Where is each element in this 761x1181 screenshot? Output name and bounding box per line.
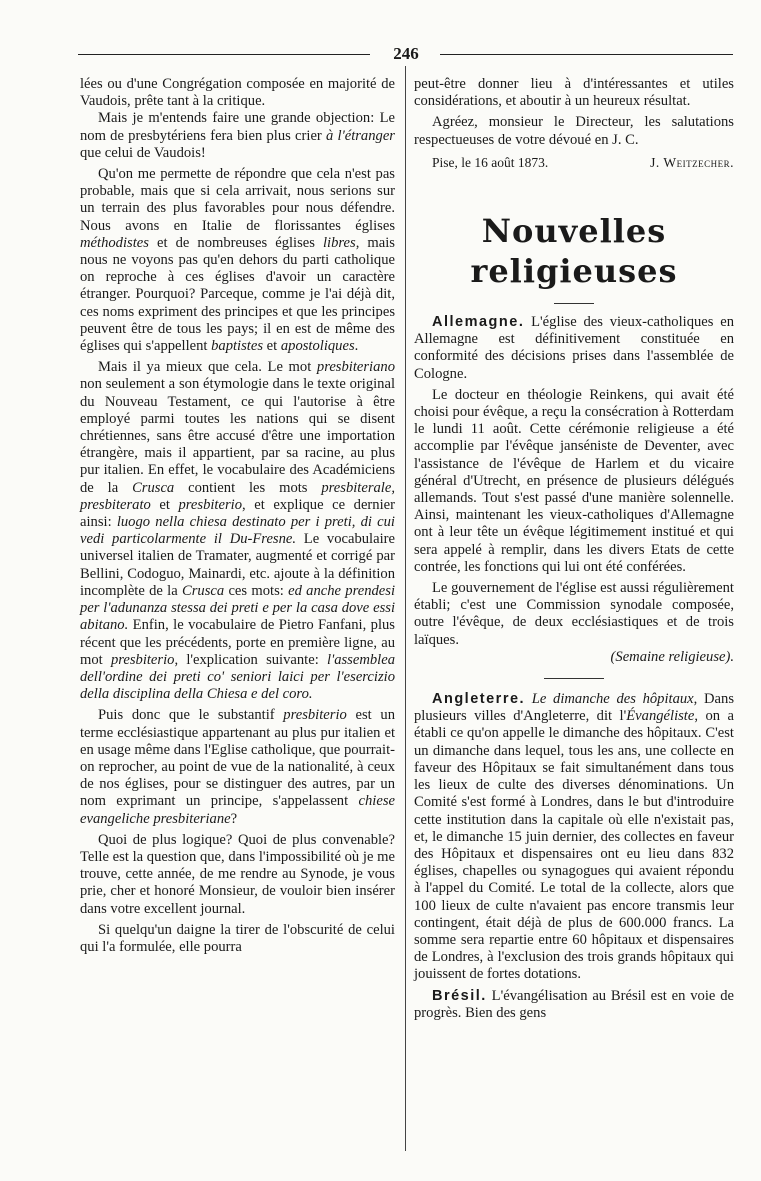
column-divider [405, 66, 406, 1151]
paragraph-reply: Qu'on me permette de répondre que cela n'est pas probable, mais que si cela arrivait, nous serions sur un terrain des plus favorables pour nous défendre. Nous avons en Italie de florissantes églises méthodistes et de nombreuses églises libres, mais nous ne voyons pas qu'en dehors du parti catholique on reproche à ces églises d'avoir un caractère étranger. Pourquoi? Parceque, comme je l'ai déjà dit, ces noms expriment des principes et que les principes peuvent être de tous les pays; il en est de même des églises qui s'appellent baptistes et apostoliques. [80, 166, 395, 355]
place-date: Pise, le 16 août 1873. [432, 154, 549, 170]
news-allemagne-reinkens: Le docteur en théologie Reinkens, qui avait été choisi pour évêque, a reçu la consécration à Rotterdam le lundi 11 août. Cette cérémonie religieuse a été accomplie par l'évêque janséniste de Deventer, avec l'assistance de l'évêque de Harlem et du vicaire général d'Utrecht, en présence de plusieurs délégués allemands. Tout s'est passé d'une manière solennelle. Ainsi, maintenant les vieux-catholiques d'Allemagne ont à leur tête un évêque légitimement institué et qui sera appelé à remplir, dans les divers Etats de cette contrée, les fonctions qui lui ont été conférées. [414, 386, 734, 575]
paragraph-substantive: Puis donc que le substantif presbiterio est un terme ecclésiastique appartenant au plus pur italien et en usage même dans l'Eglise catholique, que pourrait-on reprocher, au point de vue de la nationalité, à ceux de nos églises, pour se distinguer des autres, par un nom exprimant un principe, s'appelassent chiese evangeliche presbiteriane? [80, 707, 395, 827]
news-allemagne-government: Le gouvernement de l'église est aussi régulièrement établi; c'est une Commission synodale composée, outre l'évêque, de deux ecclésiastiques et de trois laïques. [414, 580, 734, 648]
page-header [78, 44, 733, 64]
news-bresil: Brésil. L'évangélisation au Brésil est en voie de progrès. Bien des gens [414, 987, 734, 1021]
paragraph-continuation: lées ou d'une Congrégation composée en majorité de Vaudois, prête tant à la critique. [80, 76, 395, 110]
paragraph-objection: Mais je m'entends faire une grande objection: Le nom de presbytériens fera bien plus crier à l'étranger que celui de Vaudois! [80, 110, 395, 161]
paragraph-logic: Quoi de plus logique? Quoi de plus convenable? Telle est la question que, dans l'impossibilité où je me trouve, cette année, de me rendre au Synode, je vous prie, cher et honoré Monsieur, de vouloir bien insérer dans votre excellent journal. [80, 831, 395, 917]
page-number: 246 [393, 44, 419, 63]
paragraph-closing: Si quelqu'un daigne la tirer de l'obscurité de celui qui l'a formulée, elle pourra [80, 921, 395, 955]
keyword-bresil: Brésil. [432, 987, 487, 1004]
header-rule-left [78, 54, 370, 55]
source-citation: (Semaine religieuse). [610, 648, 734, 665]
signature-line [414, 154, 734, 171]
keyword-allemagne: Allemagne. [432, 314, 525, 331]
news-separator [544, 678, 604, 679]
section-title: Nouvelles religieuses [470, 212, 678, 291]
keyword-angleterre: Angleterre. [432, 691, 526, 708]
paragraph-salutation: Agréez, monsieur le Directeur, les salutations respectueuses de votre dévoué en J. C. [414, 114, 734, 148]
news-angleterre: Angleterre. Le dimanche des hôpitaux, Dans plusieurs villes d'Angleterre, dit l'Évangéliste, on a établi ce qu'on appelle le dimanche des hôpitaux. C'est un dimanche dans lequel, tous les ans, une collecte en faveur des Hôpitaux se fait simultanément dans tous les lieux de culte des diverses dénominations. Un Comité s'est formé à Londres, dans le but d'introduire cette institution dans la capitale où elle n'existait pas, et, le dimanche 15 juin dernier, des collectes en faveur des Hôpitaux et dispensaires ont eu lieu dans 832 églises, chapelles ou synagogues qui avaient répondu à l'appel du Comité. Le total de la collecte, alors que 100 lieux de culte n'avaient pas encore transmis leur contingent, était déjà de plus de 600.000 francs. La somme sera repartie entre 60 hôpitaux et dispensaires de Londres, à l'exclusion des trois grands hôpitaux qui jouissent de fortes dotations. [414, 691, 734, 983]
right-column [414, 76, 734, 1022]
header-rule-right [440, 54, 733, 55]
left-column [80, 76, 395, 956]
paragraph-etymology: Mais il ya mieux que cela. Le mot presbiteriano non seulement a son étymologie dans le texte original du Nouveau Testament, ce qui l'autorise à être employé parmi toutes les nations qui se disent chrétiennes, sans être accusé d'être une importation étrangère, mais il appartient, par sa racine, au plus pur italien. En effet, le vocabulaire des Académiciens de la Crusca contient les mots presbiterale, presbiterato et presbiterio, et explique ce dernier ainsi: luogo nella chiesa destinato per i preti, di cui vedi particolarmente il Du-Fresne. Le vocabulaire universel italien de Tramater, augmenté et corrigé par Bellini, Codoguo, Mainardi, etc. ajoute à la définition incomplète de la Crusca ces mots: ed anche prendesi per l'adunanza stessa dei preti e per la casa dove essi abitano. Enfin, le vocabulaire de Pietro Fanfani, plus récent que les précédents, porte en première ligne, au mot presbiterio, l'explication suivante: l'assemblea dell'ordine dei preti co' seniori laici per l'esercizio della disciplina della Chiesa e del coro. [80, 359, 395, 703]
news-allemagne: Allemagne. L'église des vieux-catholiques en Allemagne est définitivement constituée en conformité des décisions prises dans l'assemblée de Cologne. [414, 314, 734, 382]
paragraph-continuation-right: peut-être donner lieu à d'intéressantes et utiles considérations, et aboutir à un heureux résultat. [414, 76, 734, 110]
signature: J. Weitzecher. [650, 154, 734, 170]
title-dash [554, 303, 594, 304]
